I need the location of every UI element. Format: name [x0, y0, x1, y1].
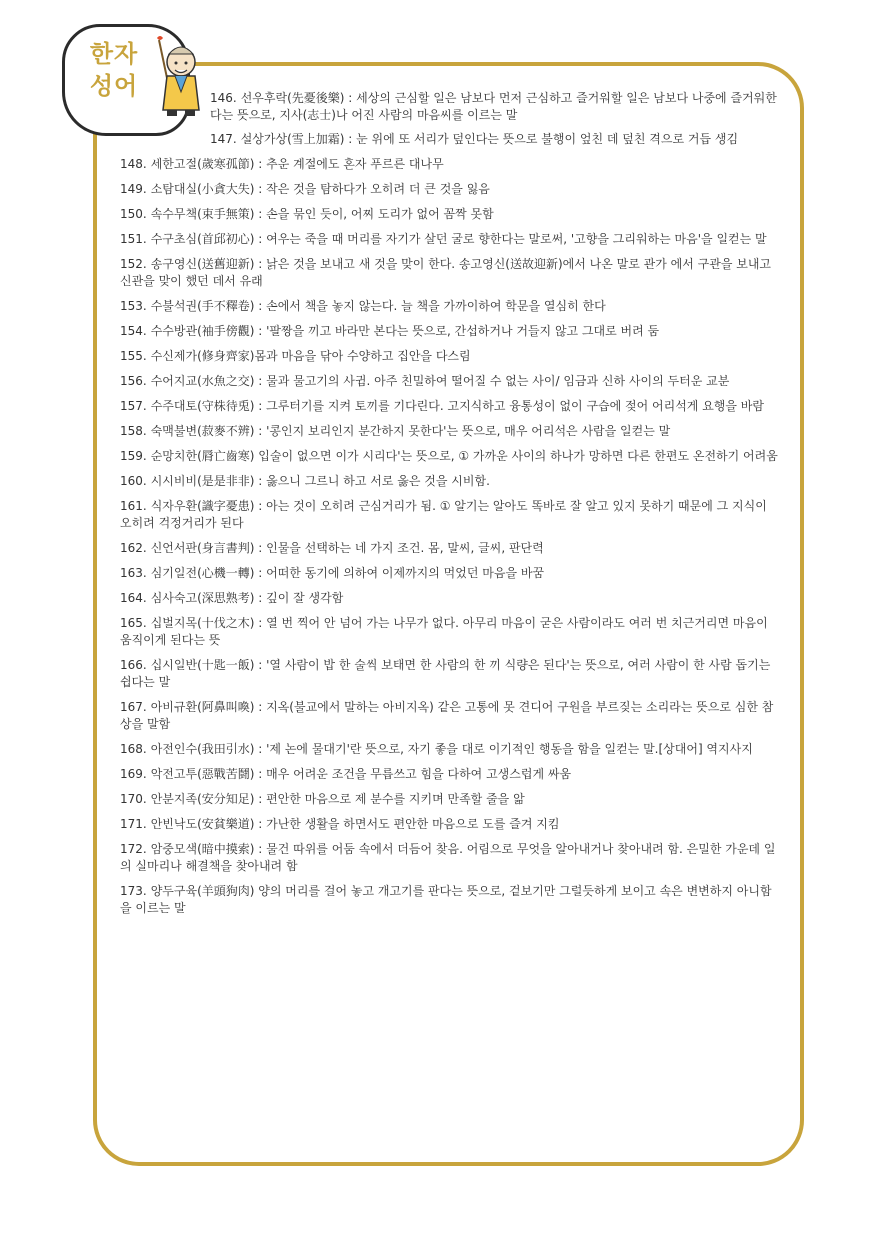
idiom-definition: : 편안한 마음으로 제 분수를 지키며 만족할 줄을 앎: [254, 792, 525, 806]
idiom-definition: : '팔짱을 끼고 바라만 본다는 뜻으로, 간섭하거나 거들지 않고 그대로 버려 둠: [254, 324, 660, 338]
entry-number: 170.: [120, 792, 147, 806]
idiom-term: 수구초심(首邱初心): [150, 232, 255, 246]
idiom-entry: [120, 373, 780, 390]
idiom-term: 시시비비(是是非非): [150, 474, 255, 488]
idiom-definition: : 눈 위에 또 서리가 덮인다는 뜻으로 불행이 엎친 데 덮친 격으로 거듭 생김: [344, 132, 739, 146]
entry-number: 166.: [120, 658, 147, 672]
idiom-definition: : '제 논에 물대기'란 뜻으로, 자기 좋을 대로 이기적인 행동을 함을 일컫는 말.[상대어] 역지사지: [254, 742, 753, 756]
idiom-definition: 몸과 마음을 닦아 수양하고 집안을 다스림: [254, 349, 471, 363]
idiom-entry: [120, 657, 780, 691]
idiom-entry: [120, 448, 780, 465]
entry-number: 163.: [120, 566, 147, 580]
idiom-term: 수신제가(修身齊家): [150, 349, 255, 363]
idiom-term: 소탐대실(小貪大失): [150, 182, 255, 196]
idiom-term: 숙맥불변(菽麥不辨): [150, 424, 255, 438]
idiom-term: 십시일반(十匙一飯): [150, 658, 255, 672]
idiom-term: 심기일전(心機一轉): [150, 566, 255, 580]
idiom-definition: : '콩인지 보리인지 분간하지 못한다'는 뜻으로, 매우 어리석은 사람을 일컫는 말: [254, 424, 671, 438]
idiom-entry: [120, 231, 780, 248]
idiom-definition: : 가난한 생활을 하면서도 편안한 마음으로 도를 즐겨 지킴: [254, 817, 560, 831]
idiom-definition: : 물과 물고기의 사귐. 아주 친밀하여 떨어질 수 없는 사이/ 임금과 신하 사이의 두터운 교분: [254, 374, 730, 388]
entry-number: 157.: [120, 399, 147, 413]
idiom-term: 세한고절(歲寒孤節): [150, 157, 255, 171]
entry-number: 149.: [120, 182, 147, 196]
idiom-term: 안분지족(安分知足): [150, 792, 255, 806]
badge-line-2: 성어: [89, 72, 139, 100]
idiom-entry: [120, 565, 780, 582]
entry-number: 160.: [120, 474, 147, 488]
idiom-definition: : 손에서 책을 놓지 않는다. 늘 책을 가까이하여 학문을 열심히 한다: [254, 299, 606, 313]
idiom-term: 아비규환(阿鼻叫喚): [150, 700, 255, 714]
idiom-entry: [120, 615, 780, 649]
idiom-term: 악전고투(惡戰苦鬪): [150, 767, 255, 781]
idiom-entry: [120, 766, 780, 783]
entry-number: 152.: [120, 257, 147, 271]
idiom-definition: 양의 머리를 걸어 놓고 개고기를 판다는 뜻으로, 겉보기만 그럴듯하게 보이고 속은 변변하지 아니함을 이르는 말: [120, 884, 772, 915]
idiom-list: [120, 90, 780, 917]
idiom-entry: [120, 90, 780, 124]
entry-number: 172.: [120, 842, 147, 856]
idiom-term: 심사숙고(深思熟考): [150, 591, 255, 605]
idiom-definition: : 낡은 것을 보내고 새 것을 맞이 한다. 송고영신(送故迎新)에서 나온 말로 관가 에서 구관을 보내고 신관을 맞이 했던 데서 유래: [120, 257, 772, 288]
badge-line-1: 한자: [89, 40, 139, 68]
idiom-definition: : 추운 계절에도 혼자 푸르른 대나무: [254, 157, 444, 171]
idiom-term: 수수방관(袖手傍觀): [150, 324, 255, 338]
entry-number: 165.: [120, 616, 147, 630]
entry-number: 155.: [120, 349, 147, 363]
entry-number: 168.: [120, 742, 147, 756]
idiom-entry: [120, 699, 780, 733]
idiom-entry: [120, 181, 780, 198]
idiom-definition: : 손을 묶인 듯이, 어찌 도리가 없어 꼼짝 못함: [254, 207, 494, 221]
idiom-entry: [120, 498, 780, 532]
entry-number: 159.: [120, 449, 147, 463]
idiom-definition: : 매우 어려운 조건을 무릅쓰고 힘을 다하여 고생스럽게 싸움: [254, 767, 572, 781]
idiom-entry: [120, 156, 780, 173]
idiom-entry: [120, 741, 780, 758]
idiom-entry: [120, 131, 780, 148]
idiom-definition: : 옳으니 그르니 하고 서로 옳은 것을 시비함.: [254, 474, 490, 488]
entry-number: 171.: [120, 817, 147, 831]
idiom-term: 신언서판(身言書判): [150, 541, 255, 555]
idiom-definition: : 그루터기를 지켜 토끼를 기다린다. 고지식하고 융통성이 없이 구습에 젖어 어리석게 요행을 바람: [254, 399, 764, 413]
entry-number: 151.: [120, 232, 147, 246]
idiom-entry: [120, 348, 780, 365]
idiom-term: 순망치한(脣亡齒寒): [150, 449, 255, 463]
idiom-entry: [120, 883, 780, 917]
entry-number: 147.: [210, 132, 237, 146]
idiom-entry: [120, 841, 780, 875]
entry-number: 153.: [120, 299, 147, 313]
idiom-definition: : 어떠한 동기에 의하여 이제까지의 먹었던 마음을 바꿈: [254, 566, 545, 580]
idiom-definition: : 세상의 근심할 일은 남보다 먼저 근심하고 즐거워할 일은 남보다 나중에 즐거워한다는 뜻으로, 지사(志士)나 어진 사람의 마음씨를 이르는 말: [210, 91, 777, 122]
entry-number: 161.: [120, 499, 147, 513]
entry-number: 146.: [210, 91, 237, 105]
idiom-term: 수주대토(守株待兎): [150, 399, 255, 413]
idiom-term: 속수무책(束手無策): [150, 207, 255, 221]
idiom-definition: : 물건 따위를 어둠 속에서 더듬어 찾음. 어림으로 무엇을 알아내거나 찾아내려 함. 은밀한 가운데 일의 실마리나 해결책을 찾아내려 함: [120, 842, 776, 873]
idiom-entry: [120, 256, 780, 290]
idiom-term: 수불석권(手不釋卷): [150, 299, 255, 313]
idiom-definition: 입술이 없으면 이가 시리다'는 뜻으로, ① 가까운 사이의 하나가 망하면 다른 한편도 온전하기 어려움: [254, 449, 778, 463]
entry-number: 164.: [120, 591, 147, 605]
idiom-entry: [120, 323, 780, 340]
idiom-definition: : 여우는 죽을 때 머리를 자기가 살던 굴로 향한다는 말로써, '고향을 그리워하는 마음'을 일컫는 말: [254, 232, 767, 246]
entry-number: 154.: [120, 324, 147, 338]
idiom-definition: : 인물을 선택하는 네 가지 조건. 몸, 말씨, 글씨, 판단력: [254, 541, 544, 555]
idiom-term: 수어지교(水魚之交): [150, 374, 255, 388]
idiom-definition: : 아는 것이 오히려 근심거리가 됨. ① 알기는 알아도 똑바로 잘 알고 있지 못하기 때문에 그 지식이 오히려 걱정거리가 된다: [120, 499, 767, 530]
idiom-term: 십벌지목(十伐之木): [150, 616, 255, 630]
idiom-term: 설상가상(雪上加霜): [240, 132, 345, 146]
idiom-definition: : 지옥(불교에서 말하는 아비지옥) 같은 고통에 못 견디어 구원을 부르짖는 소리라는 뜻으로 심한 참상을 말함: [120, 700, 774, 731]
entry-number: 156.: [120, 374, 147, 388]
idiom-entry: [120, 791, 780, 808]
entry-number: 162.: [120, 541, 147, 555]
idiom-term: 송구영신(送舊迎新): [150, 257, 255, 271]
entry-number: 167.: [120, 700, 147, 714]
idiom-term: 양두구육(羊頭狗肉): [150, 884, 255, 898]
idiom-entry: [120, 423, 780, 440]
idiom-entry: [120, 816, 780, 833]
entry-number: 173.: [120, 884, 147, 898]
idiom-entry: [120, 473, 780, 490]
idiom-list-main: [120, 156, 780, 917]
idiom-entry: [120, 298, 780, 315]
idiom-term: 선우후락(先憂後樂): [240, 91, 345, 105]
entry-number: 169.: [120, 767, 147, 781]
idiom-definition: : 깊이 잘 생각함: [254, 591, 344, 605]
idiom-entry: [120, 206, 780, 223]
idiom-term: 아전인수(我田引水): [150, 742, 255, 756]
entry-number: 150.: [120, 207, 147, 221]
entry-number: 158.: [120, 424, 147, 438]
idiom-entry: [120, 590, 780, 607]
idiom-term: 식자우환(識字憂患): [150, 499, 255, 513]
idiom-definition: : '열 사람이 밥 한 술씩 보태면 한 사람의 한 끼 식량은 된다'는 뜻으로, 여러 사람이 한 사람 돕기는 쉽다는 말: [120, 658, 771, 689]
idiom-definition: : 열 번 찍어 안 넘어 가는 나무가 없다. 아무리 마음이 굳은 사람이라도 여러 번 치근거리면 마음이 움직이게 된다는 뜻: [120, 616, 768, 647]
entry-number: 148.: [120, 157, 147, 171]
idiom-term: 암중모색(暗中摸索): [150, 842, 255, 856]
idiom-definition: : 작은 것을 탐하다가 오히려 더 큰 것을 잃음: [254, 182, 490, 196]
idiom-term: 안빈낙도(安貧樂道): [150, 817, 255, 831]
idiom-entry: [120, 540, 780, 557]
idiom-entry: [120, 398, 780, 415]
